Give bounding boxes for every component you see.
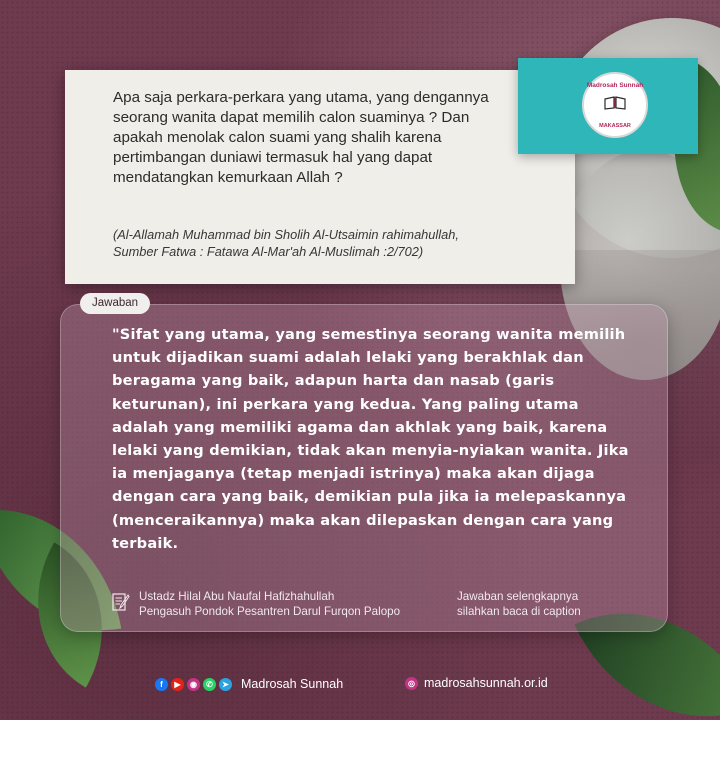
globe-icon: ◎ xyxy=(405,677,418,690)
facebook-icon[interactable]: f xyxy=(155,678,168,691)
answer-tag: Jawaban xyxy=(80,293,150,314)
logo-bottom-text: MAKASSAR xyxy=(599,123,631,129)
logo-top-text: Madrosah Sunnah xyxy=(586,82,644,89)
brand-name: Madrosah Sunnah xyxy=(241,677,344,691)
ustadz-name: Ustadz Hilal Abu Naufal Hafizhahullah xyxy=(139,590,335,603)
question-text: Apa saja perkara-perkara yang utama, yang dengannya seorang wanita dapat memilih calon suaminya ? Dan apakah menolak calon suami yang shalih karena pertimbangan duniawi termasuk hal yang dapat mendatangkan kemurkaan Allah ? xyxy=(113,89,489,186)
pen-paper-icon xyxy=(112,592,130,612)
question-card xyxy=(65,70,575,284)
more-info-line-1: Jawaban selengkapnya xyxy=(457,590,579,603)
question-source xyxy=(113,226,553,260)
answer-text: "Sifat yang utama, yang semestinya seorang wanita memilih untuk dijadikan suami adalah lelaki yang berakhlak dan beragama yang baik, adapun harta dan nasab (garis keturunan), ini perkara yang kedua. Yang paling utama adalah yang memiliki agama dan akhlak yang baik, karena lelaki yang demikian, tidak akan menyia-nyiakan wanita. Jika ia menjaganya (tetap menjadi istrinya) maka akan dijaga dengan cara yang baik, demikian pula jika ia melepaskannya (menceraikannya) maka akan dilepaskan dengan cara yang terbaik. xyxy=(112,326,629,552)
book-icon xyxy=(604,96,626,110)
telegram-icon[interactable]: ➤ xyxy=(219,678,232,691)
website-link[interactable]: madrosahsunnah.or.id xyxy=(424,676,548,690)
logo-box xyxy=(518,58,698,154)
ustadz-title: Pengasuh Pondok Pesantren Darul Furqon Palopo xyxy=(139,604,401,618)
source-line-1: (Al-Allamah Muhammad bin Sholih Al-Utsaimin rahimahullah, xyxy=(113,227,459,242)
answer-card xyxy=(60,304,668,632)
footer-social xyxy=(155,677,343,691)
footer-website[interactable] xyxy=(405,676,548,690)
whatsapp-icon[interactable]: ✆ xyxy=(203,678,216,691)
instagram-icon[interactable]: ◉ xyxy=(187,678,200,691)
ustadz-credit xyxy=(139,590,400,619)
youtube-icon[interactable]: ▶ xyxy=(171,678,184,691)
more-info-note xyxy=(457,590,581,619)
madrosah-sunnah-logo xyxy=(582,72,648,138)
source-line-2: Sumber Fatwa : Fatawa Al-Mar'ah Al-Muslimah :2/702) xyxy=(113,244,424,259)
more-info-line-2: silahkan baca di caption xyxy=(457,604,581,618)
